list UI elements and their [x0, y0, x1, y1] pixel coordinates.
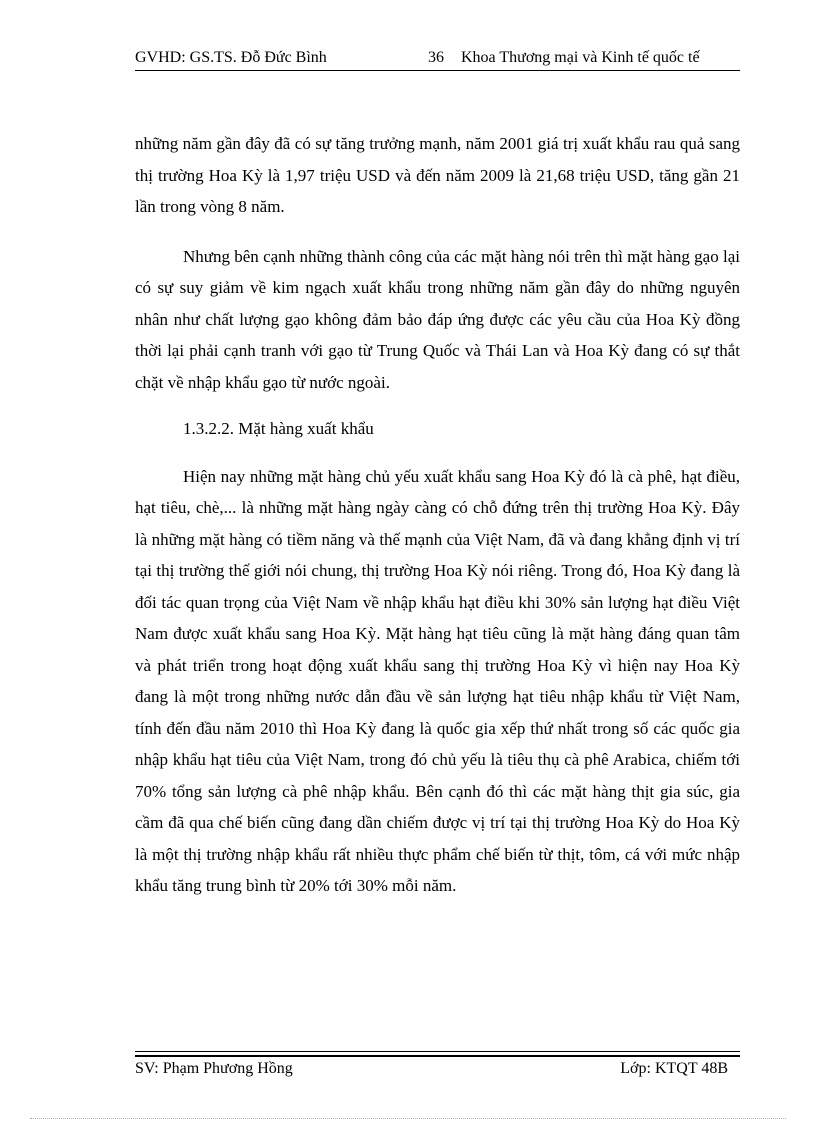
page-edge-dotted-line — [30, 1118, 786, 1119]
footer-rule-thick — [135, 1055, 740, 1057]
page-number: 36 — [428, 49, 444, 66]
paragraph-1: những năm gần đây đã có sự tăng trưởng mạnh, năm 2001 giá trị xuất khẩu rau quả sang thị trường Hoa Kỳ là 1,97 triệu USD và đến năm 2009 là 21,68 triệu USD, tăng gần 21 lần trong vòng 8 năm. — [135, 134, 740, 216]
page-header — [135, 48, 740, 70]
section-heading: 1.3.2.2. Mặt hàng xuất khẩu — [183, 419, 374, 438]
header-advisor: GVHD: GS.TS. Đỗ Đức Bình — [135, 49, 327, 66]
footer-class: Lớp: KTQT 48B — [620, 1060, 728, 1077]
body-text — [135, 128, 740, 902]
paragraph-3: Hiện nay những mặt hàng chủ yếu xuất khẩu sang Hoa Kỳ đó là cà phê, hạt điều, hạt tiêu, chè,... là những mặt hàng ngày càng có chỗ đứng trên thị trường Hoa Kỳ. Đây là những mặt hàng có tiềm năng và thế mạnh của Việt Nam, đã và đang khẳng định vị trí tại thị trường thế giới nói chung, thị trường Hoa Kỳ nói riêng. Trong đó, Hoa Kỳ đang là đối tác quan trọng của Việt Nam về nhập khẩu hạt điều khi 30% sản lượng hạt điều Việt Nam được xuất khẩu sang Hoa Kỳ. Mặt hàng hạt tiêu cũng là mặt hàng đáng quan tâm và phát triển trong hoạt động xuất khẩu sang thị trường Hoa Kỳ vì hiện nay Hoa Kỳ đang là một trong những nước dẫn đầu về sản lượng hạt tiêu nhập khẩu từ Việt Nam, tính đến đầu năm 2010 thì Hoa Kỳ đang là quốc gia xếp thứ nhất trong số các quốc gia nhập khẩu hạt tiêu của Việt Nam, trong đó chủ yếu là tiêu thụ cà phê Arabica, chiếm tới 70% tổng sản lượng cà phê nhập khẩu. Bên cạnh đó thì các mặt hàng thịt gia súc, gia cầm đã qua chế biến cũng đang dần chiếm được vị trí tại thị trường Hoa Kỳ do Hoa Kỳ là một thị trường nhập khẩu rất nhiều thực phẩm chế biến từ thịt, tôm, cá với mức nhập khẩu tăng trung bình từ 20% tới 30% mỗi năm. — [135, 466, 740, 895]
header-rule — [135, 70, 740, 71]
footer-student: SV: Phạm Phương Hồng — [135, 1060, 293, 1077]
paragraph-2: Nhưng bên cạnh những thành công của các mặt hàng nói trên thì mặt hàng gạo lại có sự suy giảm về kim ngạch xuất khẩu trong những năm gần đây do những nguyên nhân như chất lượng gạo không đảm bảo đáp ứng được các yêu cầu của Hoa Kỳ đồng thời lại phải cạnh tranh với gạo từ Trung Quốc và Thái Lan và Hoa Kỳ đang có sự thắt chặt về nhập khẩu gạo từ nước ngoài. — [135, 246, 740, 392]
page-footer — [135, 1059, 740, 1081]
footer-rule-thin — [135, 1051, 740, 1052]
header-faculty: Khoa Thương mại và Kinh tế quốc tế — [461, 49, 700, 66]
